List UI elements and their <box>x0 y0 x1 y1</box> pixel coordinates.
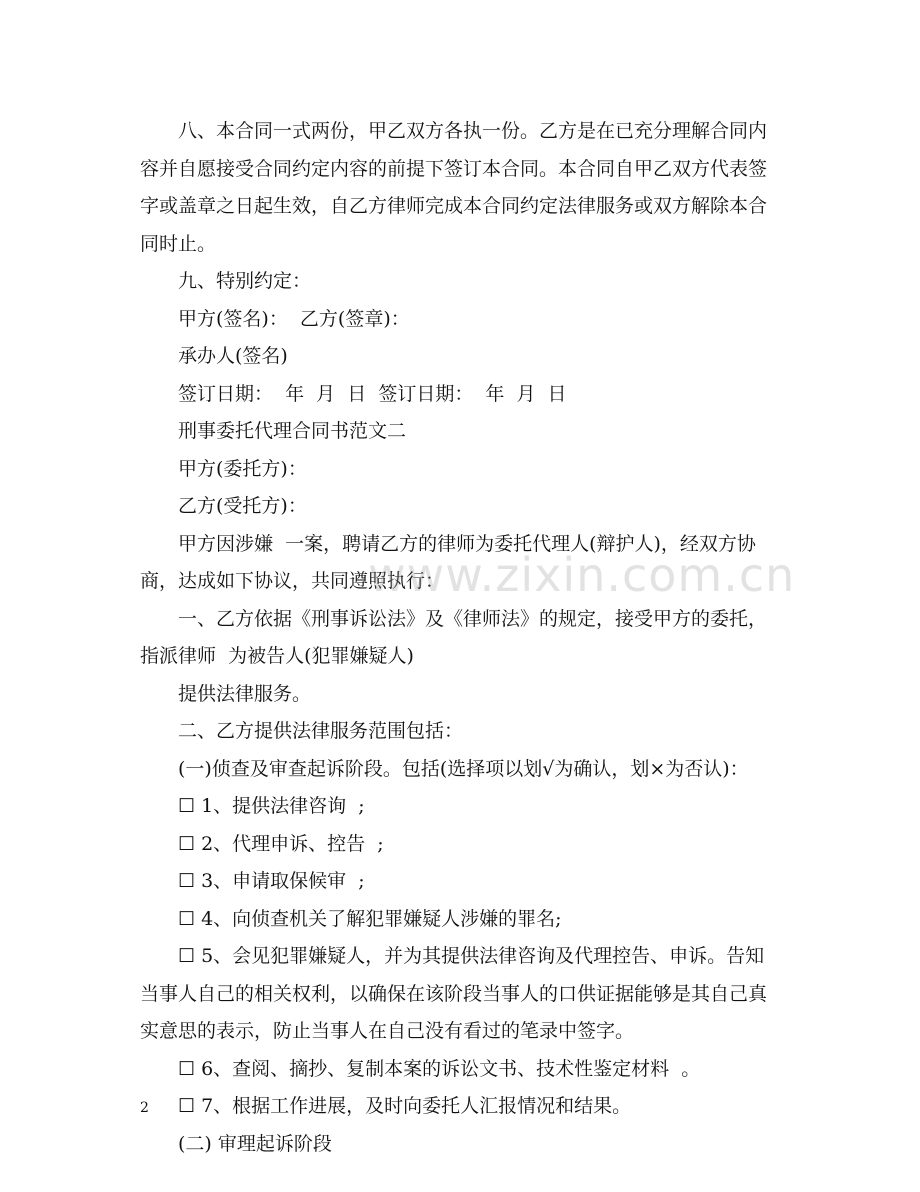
checkbox-item-6: ☐ 6、查阅、摘抄、复制本案的诉讼文书、技术性鉴定材料 。 <box>178 1057 701 1080</box>
document-body <box>140 113 780 1163</box>
checkbox-item-3: ☐ 3、申请取保候审 ; <box>178 870 365 892</box>
paragraph-intro: 甲方因涉嫌 一案，聘请乙方的律师为委托代理人(辩护人)，经双方协商，达成如下协议，共同遵照执行： <box>140 532 756 592</box>
checkbox-item-7: ☐ 7、根据工作进展，及时向委托人汇报情况和结果。 <box>178 1095 632 1117</box>
signature-line-parties: 甲方(签名)： 乙方(签章)： <box>178 307 410 330</box>
section-title: 刑事委托代理合同书范文二 <box>178 420 407 442</box>
paragraph-clause-8: 八、本合同一式两份，甲乙双方各执一份。乙方是在已充分理解合同内容并自愿接受合同约定内容的前提下签订本合同。本合同自甲乙双方代表签字或盖章之日起生效，自乙方律师完成本合同约定法律服务或双方解除本合同时止。 <box>140 120 768 255</box>
paragraph-stage-1: (一)侦查及审查起诉阶段。包括(选择项以划√为确认，划×为否认)： <box>178 757 749 780</box>
party-b-line: 乙方(受托方)： <box>178 495 307 517</box>
checkbox-item-2: ☐ 2、代理申诉、控告 ; <box>178 832 384 855</box>
paragraph-clause-1: 一、乙方依据《刑事诉讼法》及《律师法》的规定，接受甲方的委托，指派律师 为被告人(犯罪嫌疑人) <box>140 607 768 667</box>
party-a-line: 甲方(委托方)： <box>178 457 307 480</box>
checkbox-item-5: ☐ 5、会见犯罪嫌疑人，并为其提供法律咨询及代理控告、申诉。告知当事人自己的相关权利，以确保在该阶段当事人的口供证据能够是其自己真实意思的表示，防止当事人在自己没有看过的笔录中签字。 <box>140 945 768 1042</box>
signing-date-line: 签订日期： 年 月 日 签订日期： 年 月 日 <box>178 382 567 405</box>
signature-line-handler: 承办人(签名) <box>178 345 288 367</box>
watermark: www.zixin.com.cn <box>368 548 796 602</box>
paragraph-clause-2: 二、乙方提供法律服务范围包括： <box>178 720 464 742</box>
checkbox-item-1: ☐ 1、提供法律咨询 ; <box>178 795 365 817</box>
page-number: 2 <box>140 1100 149 1116</box>
paragraph-clause-1-cont: 提供法律服务。 <box>178 682 312 705</box>
checkbox-item-4: ☐ 4、向侦查机关了解犯罪嫌疑人涉嫌的罪名; <box>178 907 562 930</box>
paragraph-clause-9: 九、特别约定： <box>178 270 312 292</box>
paragraph-stage-2: (二) 审理起诉阶段 <box>178 1132 332 1155</box>
